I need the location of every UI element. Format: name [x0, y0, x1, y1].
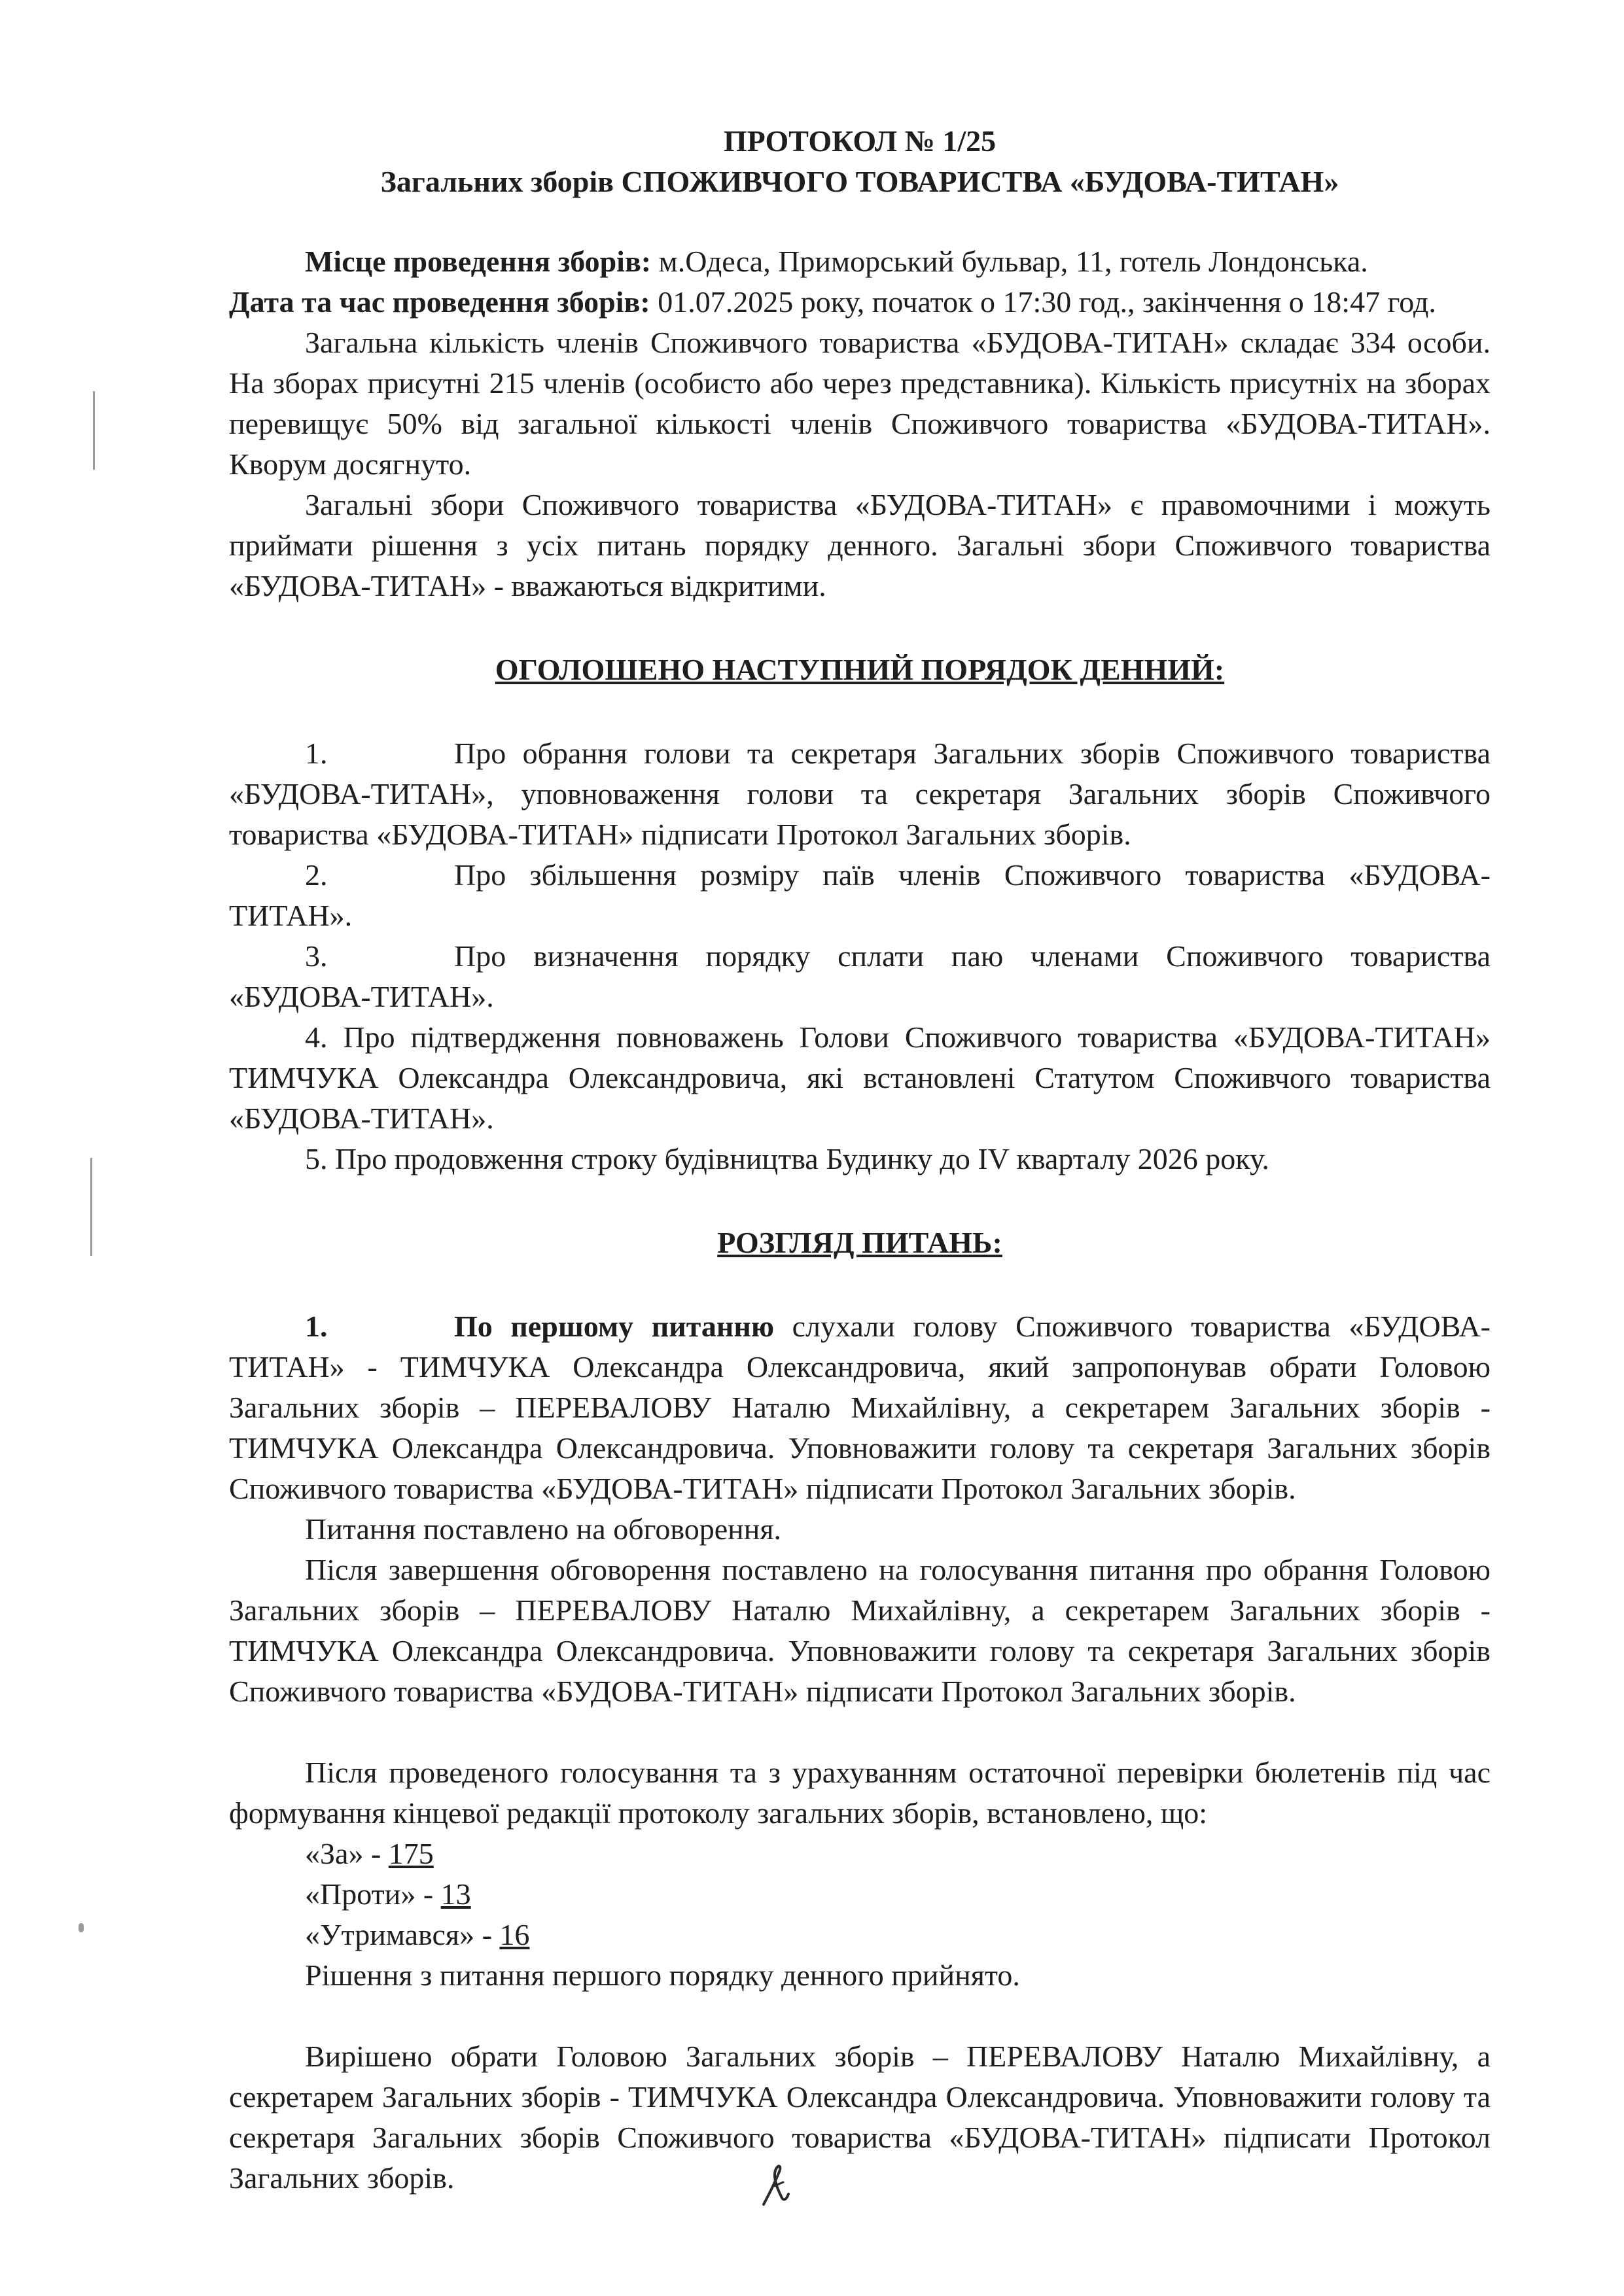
- question-1-paragraph: [229, 1306, 1491, 1509]
- agenda-heading: ОГОЛОШЕНО НАСТУПНИЙ ПОРЯДОК ДЕННИЙ:: [495, 653, 1225, 686]
- agenda-item-text: Про продовження строку будівництва Будинку до IV кварталу 2026 року.: [335, 1142, 1269, 1175]
- vote-for: [229, 1834, 1491, 1874]
- question-text: слухали голову Споживчого товариства «БУДОВА-ТИТАН» - ТИМЧУКА Олександра Олександровича, який запропонував обрати Головою Загальних зборів – ПЕРЕВАЛОВУ Наталю Михайлівну, а секретарем Загальних зборів - ТИМЧУКА Олександра Олександровича. Уповноважити голову та секретаря Загальних зборів Споживчого товариства «БУДОВА-ТИТАН» підписати Протокол Загальних зборів.: [229, 1310, 1491, 1505]
- document-title: ПРОТОКОЛ № 1/25: [723, 124, 997, 158]
- scan-margin-dot: [79, 1923, 84, 1932]
- agenda-item-text: Про обрання голови та секретаря Загальних зборів Споживчого товариства «БУДОВА-ТИТАН», уповноваження голови та секретаря Загальних зборів Споживчого товариства «БУДОВА-ТИТАН» підписати Протокол Загальних зборів.: [229, 737, 1491, 851]
- agenda-list: [229, 733, 1491, 1179]
- scan-margin-line: [93, 391, 95, 470]
- question-lead: По першому питанню: [454, 1310, 775, 1343]
- vote-count: 175: [388, 1837, 434, 1870]
- resolution-paragraph: Вирішено обрати Головою Загальних зборів – ПЕРЕВАЛОВУ Наталю Михайлівну, а секретарем Загальних зборів - ТИМЧУКА Олександра Олександровича. Уповноважити голову та секретаря Загальних зборів Споживчого товариства «БУДОВА-ТИТАН» підписати Протокол Загальних зборів.: [229, 2040, 1491, 2195]
- vote-against: [229, 1874, 1491, 1915]
- vote-count: 16: [499, 1918, 530, 1951]
- agenda-item-text: Про визначення порядку сплати паю членами Споживчого товариства «БУДОВА-ТИТАН».: [229, 939, 1491, 1013]
- signature-mark: [749, 2159, 802, 2211]
- agenda-item-number: 2.: [305, 858, 328, 892]
- legitimacy-paragraph: Загальні збори Споживчого товариства «БУДОВА-ТИТАН» є правомочними і можуть приймати рішення з усіх питань порядку денного. Загальні збори Споживчого товариства «БУДОВА-ТИТАН» - вважаються відкритими.: [229, 488, 1491, 602]
- agenda-item: [229, 1017, 1491, 1139]
- question-number: 1.: [305, 1310, 328, 1343]
- scan-margin-line: [90, 1158, 92, 1256]
- agenda-item-text: Про підтвердження повноважень Голови Споживчого товариства «БУДОВА-ТИТАН» ТИМЧУКА Олександра Олександровича, які встановлені Статутом Споживчого товариства «БУДОВА-ТИТАН».: [229, 1020, 1491, 1135]
- voting-paragraph: Після завершення обговорення поставлено на голосування питання про обрання Головою Загальних зборів – ПЕРЕВАЛОВУ Наталю Михайлівну, а секретарем Загальних зборів - ТИМЧУКА Олександра Олександровича. Уповноважити голову та секретаря Загальних зборів Споживчого товариства «БУДОВА-ТИТАН» підписати Протокол Загальних зборів.: [229, 1553, 1491, 1708]
- date-label: Дата та час проведення зборів:: [229, 285, 650, 319]
- vote-label: «За» -: [305, 1837, 389, 1870]
- vote-result-intro: Після проведеного голосування та з урахуванням остаточної перевірки бюлетенів під час формування кінцевої редакції протоколу загальних зборів, встановлено, що:: [229, 1756, 1491, 1830]
- agenda-item-text: Про збільшення розміру паїв членів Споживчого товариства «БУДОВА-ТИТАН».: [229, 858, 1491, 932]
- vote-label: «Проти» -: [305, 1877, 441, 1911]
- place-label: Місце проведення зборів:: [305, 245, 652, 278]
- agenda-item-number: 4.: [305, 1020, 328, 1054]
- agenda-item-number: 1.: [305, 737, 328, 770]
- agenda-item: [229, 936, 1491, 1017]
- meeting-place: [229, 241, 1491, 282]
- agenda-item: [229, 1139, 1491, 1179]
- agenda-item-number: 3.: [305, 939, 328, 973]
- document-body: [229, 121, 1491, 2199]
- agenda-item: [229, 855, 1491, 936]
- agenda-item-number: 5.: [305, 1142, 328, 1175]
- vote-label: «Утримався» -: [305, 1918, 500, 1951]
- agenda-item: [229, 733, 1491, 855]
- document-subtitle: Загальних зборів СПОЖИВЧОГО ТОВАРИСТВА «БУДОВА-ТИТАН»: [380, 165, 1339, 198]
- vote-count: 13: [440, 1877, 471, 1911]
- meeting-date: [229, 282, 1491, 322]
- quorum-paragraph: Загальна кількість членів Споживчого товариства «БУДОВА-ТИТАН» складає 334 особи. На зборах присутні 215 членів (особисто або через представника). Кількість присутніх на зборах перевищує 50% від загальної кількості членів Споживчого товариства «БУДОВА-ТИТАН». Кворум досягнуто.: [229, 326, 1491, 481]
- review-heading: РОЗГЛЯД ПИТАНЬ:: [717, 1226, 1002, 1259]
- discussion-paragraph: Питання поставлено на обговорення.: [305, 1512, 782, 1546]
- place-value: м.Одеса, Приморський бульвар, 11, готель Лондонська.: [651, 245, 1368, 278]
- decision-status: Рішення з питання першого порядку денного прийнято.: [305, 1958, 1020, 1992]
- date-value: 01.07.2025 року, початок о 17:30 год., закінчення о 18:47 год.: [650, 285, 1436, 319]
- vote-abstained: [229, 1915, 1491, 1955]
